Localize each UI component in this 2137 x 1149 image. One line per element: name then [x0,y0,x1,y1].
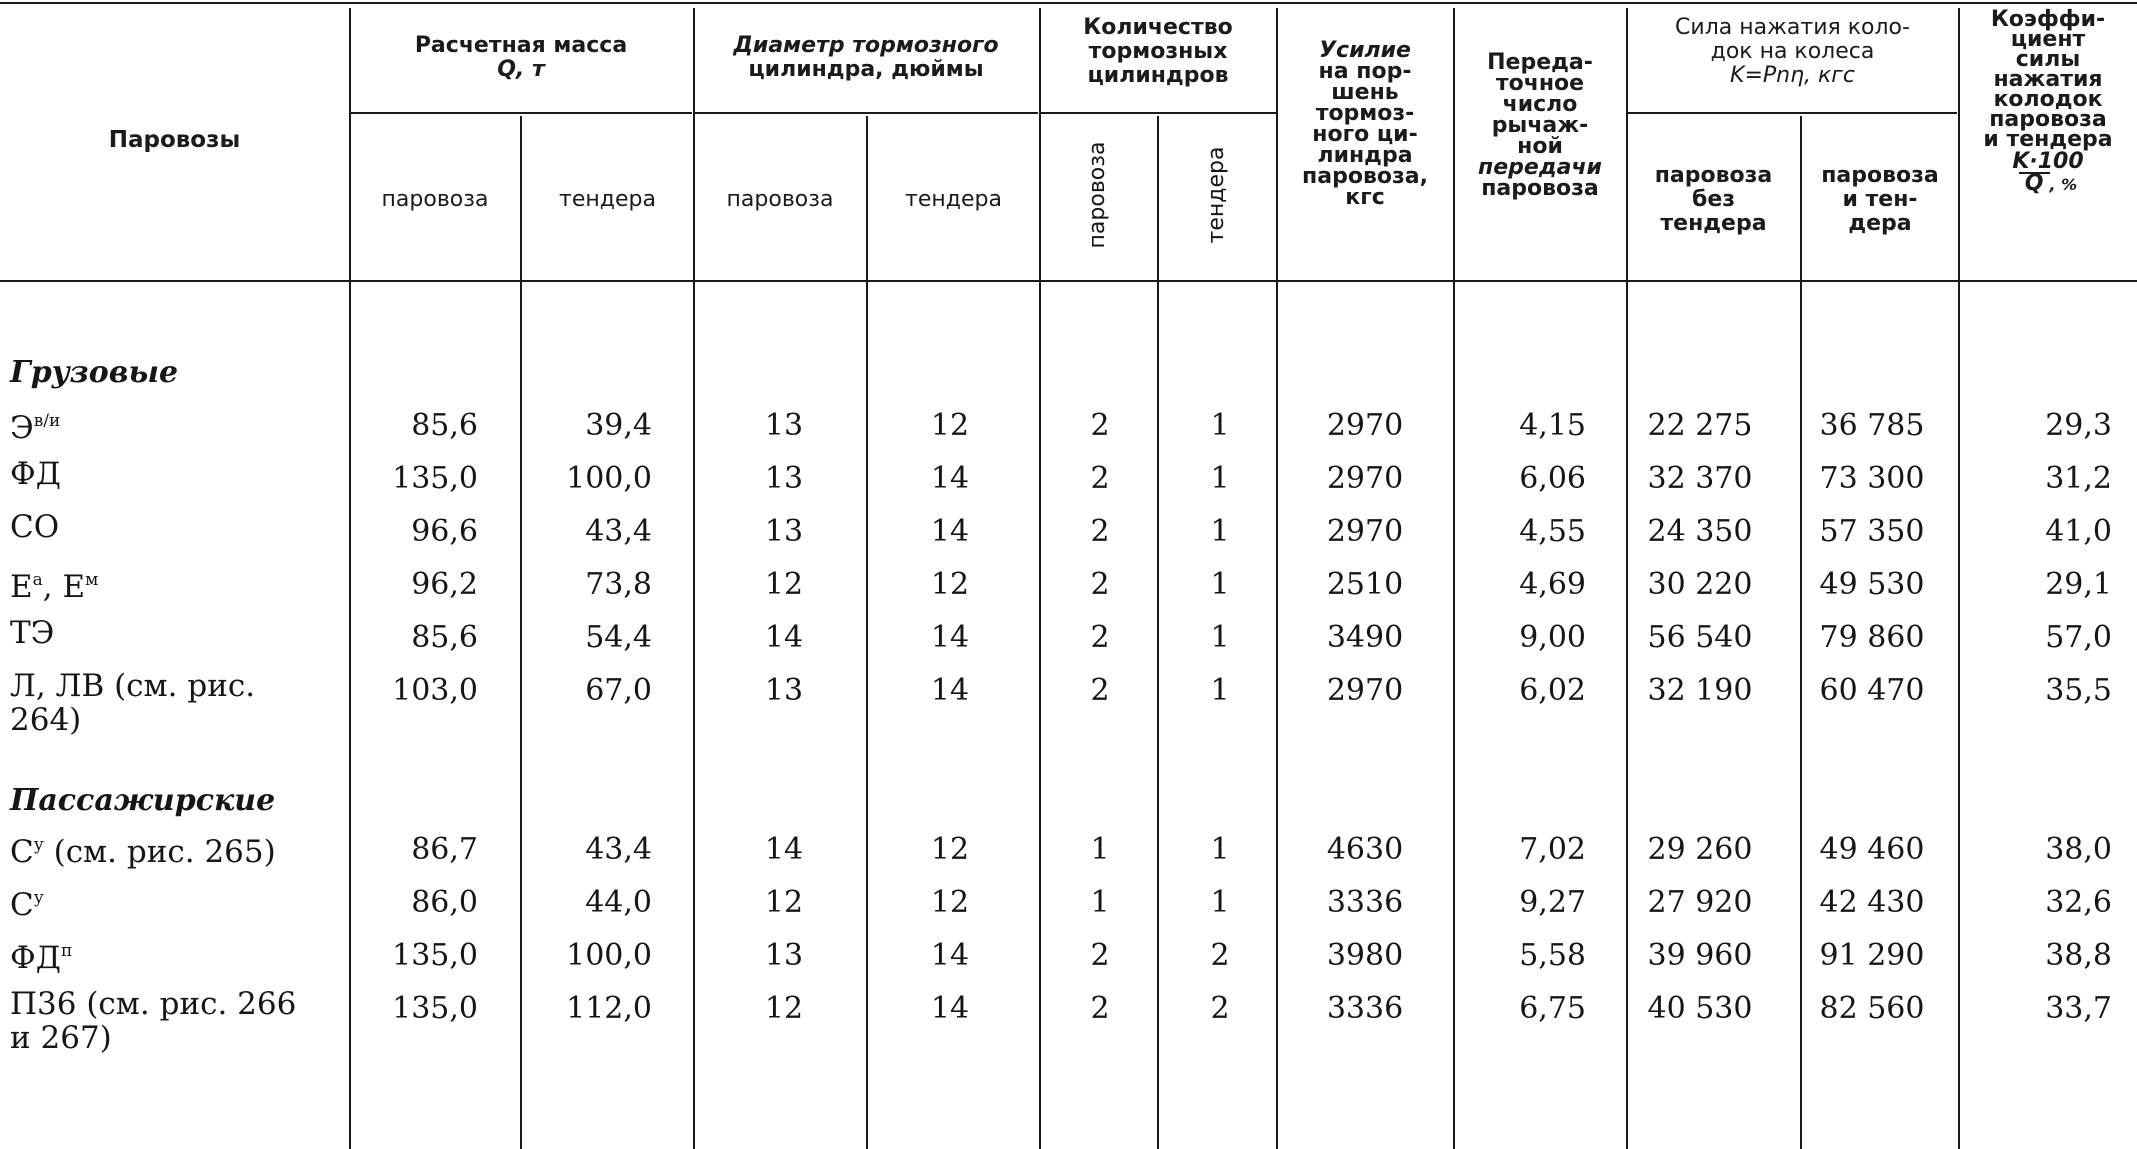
cell-mass-loco: 135,0 [392,938,478,973]
header-diam-tender: тендера [905,187,1002,212]
header-bottom-rule [0,280,2137,282]
cell-mass-tender: 43,4 [585,832,652,867]
col-line-4 [866,116,868,1149]
cell-mass-loco: 135,0 [392,991,478,1026]
header-shoe-total: паровоза и тен- дера [1821,163,1939,236]
cell-mass-loco: 135,0 [392,461,478,496]
cell-k-total: 36 785 [1819,408,1925,443]
cell-d-loco: 12 [764,885,804,920]
group-freight: Грузовые [10,355,179,390]
cell-k-total: 73 300 [1819,461,1925,496]
cell-d-tender: 14 [930,673,970,708]
cell-d-loco: 13 [764,673,804,708]
cell-d-loco: 12 [764,991,804,1026]
row-locomotive-name: П36 (см. рис. 266 и 267) [10,986,297,1056]
cell-mass-tender: 54,4 [585,620,652,655]
cell-n-loco: 1 [1090,832,1110,867]
cell-ratio: 7,02 [1519,832,1586,867]
cell-coef: 32,6 [2045,885,2112,920]
cell-k-loco: 40 530 [1647,991,1753,1026]
cell-n-tender: 1 [1210,461,1230,496]
cell-d-tender: 14 [930,938,970,973]
cell-ratio: 4,69 [1519,567,1586,602]
cell-d-tender: 12 [930,567,970,602]
cell-force: 3490 [1326,620,1404,655]
group-passenger: Пассажирские [10,783,276,818]
cell-d-tender: 12 [930,408,970,443]
cell-n-loco: 2 [1090,938,1110,973]
cell-k-loco: 27 920 [1647,885,1753,920]
cell-force: 3980 [1326,938,1404,973]
cell-n-loco: 2 [1090,620,1110,655]
cell-n-loco: 2 [1090,673,1110,708]
row-locomotive-name: Л, ЛВ (см. рис. 264) [10,668,256,738]
cell-d-tender: 12 [930,832,970,867]
cell-coef: 38,0 [2045,832,2112,867]
cell-force: 3336 [1326,991,1404,1026]
header-mass-title: Расчетная масса Q, т [414,33,628,82]
cell-d-loco: 13 [764,408,804,443]
cell-n-tender: 1 [1210,408,1230,443]
cell-force: 2970 [1326,408,1404,443]
cell-n-tender: 1 [1210,567,1230,602]
cell-k-total: 82 560 [1819,991,1925,1026]
header-coef: Коэффи- циент силы нажатия колодок паровоза и тендера K·100 Q , % [1959,10,2137,195]
cell-ratio: 5,58 [1519,938,1586,973]
header-mass-tender: тендера [559,187,656,212]
cell-d-loco: 13 [764,514,804,549]
cell-ratio: 4,55 [1519,514,1586,549]
cell-mass-tender: 44,0 [585,885,652,920]
header-force: Усилие на пор- шень тормоз- ного ци- линдра паровоза, кгс [1302,38,1428,210]
cell-coef: 31,2 [2045,461,2112,496]
cell-k-total: 60 470 [1819,673,1925,708]
cell-k-total: 49 530 [1819,567,1925,602]
cell-mass-loco: 96,2 [411,567,478,602]
cell-n-tender: 2 [1210,938,1230,973]
cell-d-loco: 13 [764,938,804,973]
cell-d-tender: 12 [930,885,970,920]
coef-unit: , % [2049,175,2078,194]
cell-coef: 33,7 [2045,991,2112,1026]
cell-force: 2970 [1326,673,1404,708]
header-ratio: Переда- точное число рычаж- ной передачи паровоза [1478,50,1602,201]
coef-formula-den: Q [2019,172,2050,194]
cell-d-tender: 14 [930,514,970,549]
cell-ratio: 4,15 [1519,408,1586,443]
header-mass-loco: паровоза [381,187,489,212]
cell-ratio: 9,00 [1519,620,1586,655]
cell-n-tender: 1 [1210,514,1230,549]
cell-n-loco: 1 [1090,885,1110,920]
cell-coef: 35,5 [2045,673,2112,708]
cell-k-total: 79 860 [1819,620,1925,655]
row-locomotive-name: $Е^а$, $Е^м$ [10,569,99,605]
cell-mass-loco: 86,0 [411,885,478,920]
count-group-rule [1040,112,1276,114]
cell-d-loco: 14 [764,832,804,867]
cell-force: 2970 [1326,461,1404,496]
cell-k-total: 49 460 [1819,832,1925,867]
row-locomotive-name: $ФД^п$ [10,940,73,976]
header-shoe-title: Сила нажатия коло- док на колеса K=Pnη, кгс [1675,15,1910,88]
cell-k-loco: 56 540 [1647,620,1753,655]
cell-k-total: 91 290 [1819,938,1925,973]
cell-mass-tender: 100,0 [566,938,652,973]
cell-coef: 29,1 [2045,567,2112,602]
cell-d-tender: 14 [930,620,970,655]
cell-mass-loco: 96,6 [411,514,478,549]
row-locomotive-name: $Э^{в/и}$ [10,410,61,446]
cell-n-loco: 2 [1090,408,1110,443]
cell-ratio: 9,27 [1519,885,1586,920]
cell-n-tender: 1 [1210,620,1230,655]
cell-n-loco: 2 [1090,461,1110,496]
cell-k-loco: 39 960 [1647,938,1753,973]
cell-mass-tender: 39,4 [585,408,652,443]
cell-coef: 41,0 [2045,514,2112,549]
cell-d-tender: 14 [930,461,970,496]
cell-coef: 29,3 [2045,408,2112,443]
header-count-tender: тендера [1204,146,1229,244]
cell-k-loco: 29 260 [1647,832,1753,867]
cell-force: 3336 [1326,885,1404,920]
shoe-group-rule [1627,112,1957,114]
top-rule [0,2,2137,4]
cell-d-loco: 13 [764,461,804,496]
cell-mass-tender: 43,4 [585,514,652,549]
cell-n-tender: 1 [1210,885,1230,920]
cell-k-total: 42 430 [1819,885,1925,920]
header-count-title: Количество тормозных цилиндров [1083,15,1233,88]
cell-n-loco: 2 [1090,567,1110,602]
row-locomotive-name: ФД [10,456,61,492]
diam-group-rule [694,112,1038,114]
cell-mass-loco: 85,6 [411,408,478,443]
row-locomotive-name: СО [10,509,60,545]
row-locomotive-name: ТЭ [10,615,55,651]
cell-force: 2510 [1326,567,1404,602]
mass-group-rule [350,112,692,114]
row-locomotive-name: $С^у$ [10,887,44,923]
coef-formula: K·100 [2012,149,2084,174]
cell-mass-tender: 112,0 [566,991,652,1026]
col-line-5 [1039,8,1041,1149]
cell-force: 2970 [1326,514,1404,549]
cell-mass-tender: 67,0 [585,673,652,708]
header-locomotives: Паровозы [108,127,241,153]
col-line-10 [1800,116,1802,1149]
cell-mass-loco: 86,7 [411,832,478,867]
cell-n-tender: 2 [1210,991,1230,1026]
cell-n-loco: 2 [1090,514,1110,549]
cell-d-tender: 14 [930,991,970,1026]
cell-mass-loco: 103,0 [392,673,478,708]
cell-mass-tender: 73,8 [585,567,652,602]
cell-ratio: 6,06 [1519,461,1586,496]
row-locomotive-name: $С^у$ (см. рис. 265) [10,834,276,870]
cell-d-loco: 12 [764,567,804,602]
cell-ratio: 6,75 [1519,991,1586,1026]
cell-k-loco: 32 190 [1647,673,1753,708]
cell-k-loco: 30 220 [1647,567,1753,602]
cell-coef: 57,0 [2045,620,2112,655]
header-diam-loco: паровоза [726,187,834,212]
cell-n-tender: 1 [1210,673,1230,708]
cell-k-loco: 32 370 [1647,461,1753,496]
cell-n-loco: 2 [1090,991,1110,1026]
header-shoe-loco: паровоза без тендера [1654,163,1773,236]
cell-mass-loco: 85,6 [411,620,478,655]
header-diam-title: Диаметр тормозного цилиндра, дюймы [733,33,999,82]
header-count-loco: паровоза [1085,141,1110,249]
cell-d-loco: 14 [764,620,804,655]
cell-n-tender: 1 [1210,832,1230,867]
cell-ratio: 6,02 [1519,673,1586,708]
col-line-6 [1157,116,1159,1149]
cell-coef: 38,8 [2045,938,2112,973]
cell-mass-tender: 100,0 [566,461,652,496]
col-line-3 [693,8,695,1149]
cell-k-total: 57 350 [1819,514,1925,549]
cell-force: 4630 [1326,832,1404,867]
cell-k-loco: 24 350 [1647,514,1753,549]
cell-k-loco: 22 275 [1647,408,1753,443]
